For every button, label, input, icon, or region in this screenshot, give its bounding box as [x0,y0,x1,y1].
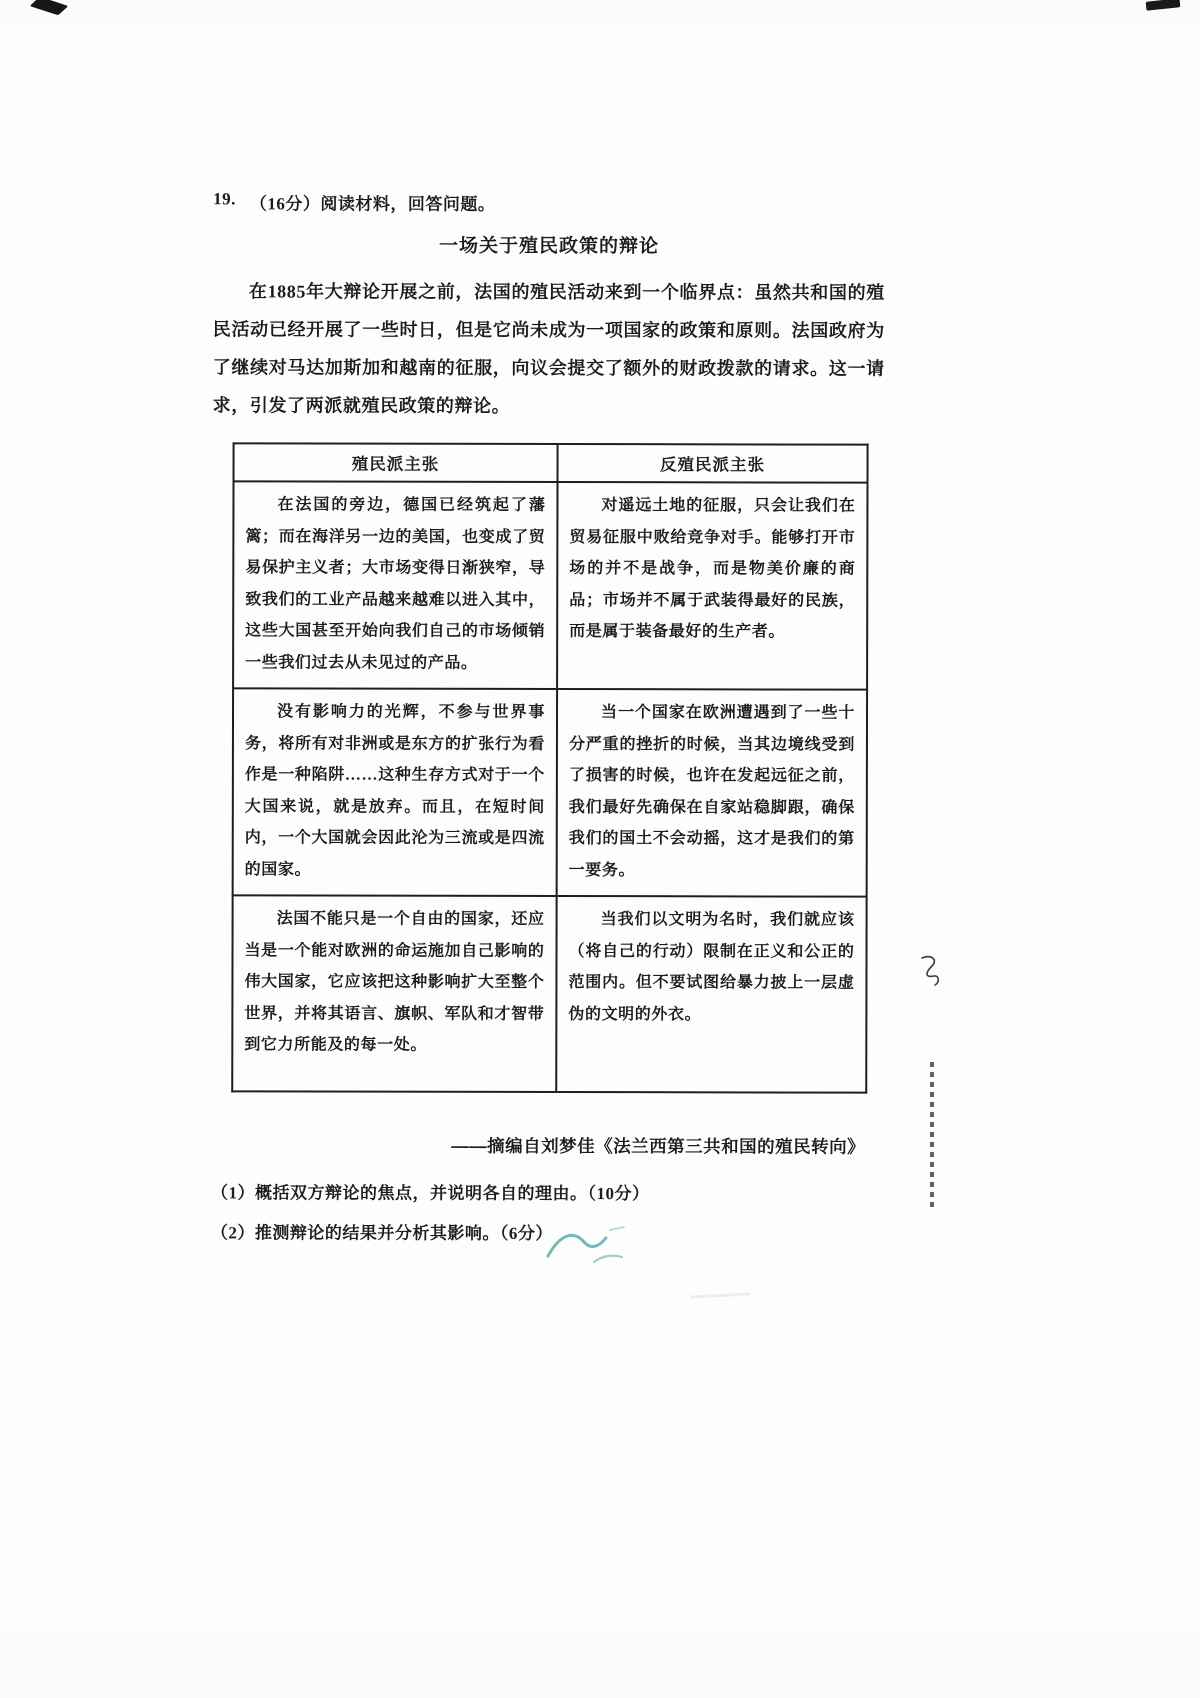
margin-scribble [918,952,944,988]
scan-smudge-top-left [30,0,69,15]
table-row [233,481,867,689]
scan-streak [690,1292,750,1298]
sub-question-1: （1）概括双方辩论的焦点，并说明各自的理由。（10分） [210,1183,650,1204]
debate-table [231,442,868,1093]
cell-anti-argument-3: 当我们以文明为名时，我们就应该（将自己的行动）限制在正义和公正的范围内。但不要试图给暴力披上一层虚伪的文明的外衣。 [556,896,866,1093]
table-row [232,895,866,1092]
cell-anti-argument-1: 对遥远土地的征服，只会让我们在贸易征服中败给竞争对手。能够打开市场的并不是战争，而是物美价廉的商品；市场并不属于武装得最好的民族，而是属于装备最好的生产者。 [557,482,867,690]
cell-pro-argument-2: 没有影响力的光辉，不参与世界事务，将所有对非洲或是东方的扩张行为看作是一种陷阱……这种生存方式对于一个大国来说，就是放弃。而且，在短时间内，一个大国就会因此沦为三流或是四流的国家。 [233,688,557,896]
material-title: 一场关于殖民政策的辩论 [438,235,660,258]
cell-pro-argument-3: 法国不能只是一个自由的国家，还应当是一个能对欧洲的命运施加自己影响的伟大国家，它应该把这种影响扩大至整个世界，并将其语言、旗帜、军队和才智带到它力所能及的每一处。 [232,895,556,1092]
sub-question-2: （2）推测辩论的结果并分析其影响。（6分） [210,1223,553,1244]
question-prompt: （16分）阅读材料，回答问题。 [249,194,496,214]
header-anti-colonial: 反殖民派主张 [558,444,868,483]
margin-dashed-line [930,1062,934,1207]
question-number: 19. [213,189,236,209]
cell-pro-argument-1: 在法国的旁边，德国已经筑起了藩篱；而在海洋另一边的美国，也变成了贸易保护主义者；大市场变得日渐狭窄，导致我们的工业产品越来越难以进入其中，这些大国甚至开始向我们自己的市场倾销一些我们过去从未见过的产品。 [233,481,557,689]
source-attribution: ——摘编自刘梦佳《法兰西第三共和国的殖民转向》 [451,1135,866,1157]
question-header [213,189,885,215]
scan-smudge-top-right [1146,0,1181,11]
cell-anti-argument-2: 当一个国家在欧洲遭遇到了一些十分严重的挫折的时候，当其边境线受到了损害的时候，也许在发起远征之前，我们最好先确保在自家站稳脚跟，确保我们的国土不会动摇，这才是我们的第一要务。 [557,689,867,897]
question-19-block [211,189,885,1254]
table-header-row [234,443,868,482]
material-intro-paragraph: 在1885年大辩论开展之前，法国的殖民活动来到一个临界点：虽然共和国的殖民活动已经开展了一些时日，但是它尚未成为一项国家的政策和原则。法国政府为了继续对马达加斯加和越南的征服，向议会提交了额外的财政拨款的请求。这一请求，引发了两派就殖民政策的辩论。 [212,281,885,416]
table-row [233,688,867,896]
pen-check-mark [540,1222,630,1268]
header-pro-colonial: 殖民派主张 [234,443,558,482]
